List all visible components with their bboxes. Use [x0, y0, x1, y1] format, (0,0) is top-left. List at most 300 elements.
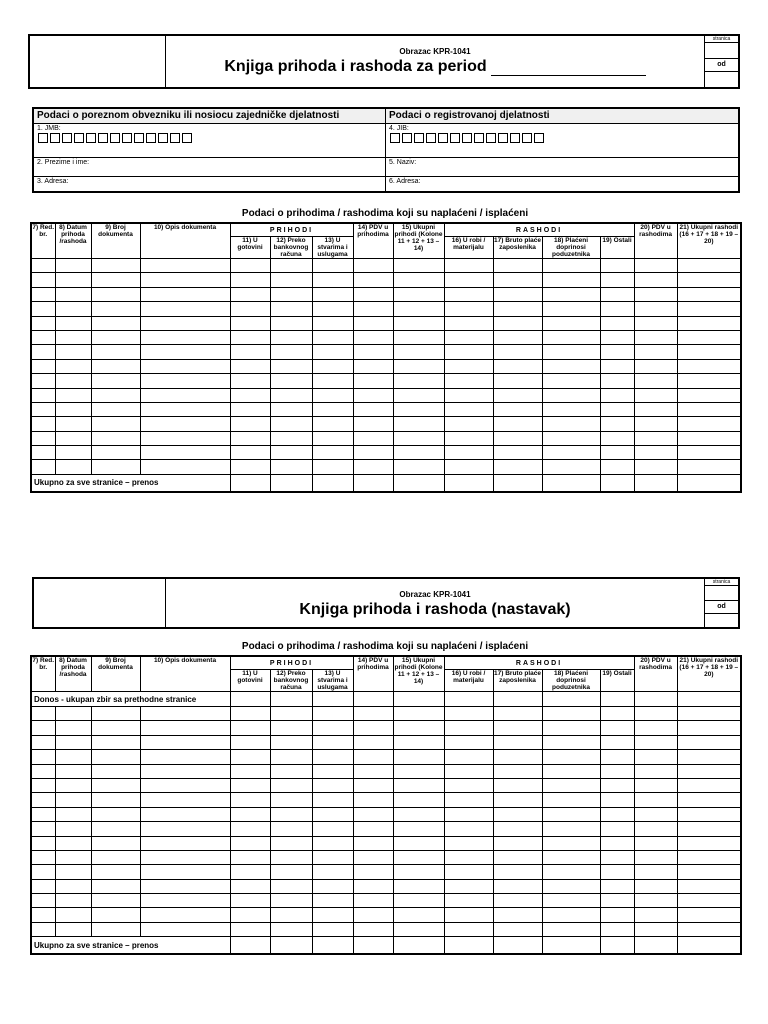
digit-box[interactable]: [390, 133, 400, 143]
total-cell[interactable]: [270, 474, 312, 492]
table-cell[interactable]: [353, 402, 393, 416]
table-cell[interactable]: [230, 707, 270, 721]
table-cell[interactable]: [493, 417, 542, 431]
table-cell[interactable]: [444, 259, 493, 273]
table-cell[interactable]: [31, 446, 55, 460]
table-cell[interactable]: [444, 359, 493, 373]
table-cell[interactable]: [312, 287, 353, 301]
table-cell[interactable]: [312, 807, 353, 821]
table-cell[interactable]: [230, 850, 270, 864]
table-cell[interactable]: [230, 793, 270, 807]
table-cell[interactable]: [393, 865, 444, 879]
table-cell[interactable]: [270, 836, 312, 850]
table-cell[interactable]: [140, 417, 230, 431]
table-cell[interactable]: [91, 735, 140, 749]
table-cell[interactable]: [493, 460, 542, 474]
table-cell[interactable]: [542, 446, 600, 460]
digit-box[interactable]: [450, 133, 460, 143]
table-cell[interactable]: [600, 865, 634, 879]
table-cell[interactable]: [270, 273, 312, 287]
table-cell[interactable]: [270, 793, 312, 807]
table-cell[interactable]: [393, 908, 444, 922]
table-cell[interactable]: [312, 793, 353, 807]
table-cell[interactable]: [542, 735, 600, 749]
table-cell[interactable]: [600, 316, 634, 330]
table-cell[interactable]: [230, 374, 270, 388]
table-cell[interactable]: [91, 807, 140, 821]
table-cell[interactable]: [353, 287, 393, 301]
table-cell[interactable]: [270, 374, 312, 388]
table-cell[interactable]: [312, 446, 353, 460]
table-cell[interactable]: [393, 764, 444, 778]
total-cell[interactable]: [634, 937, 677, 955]
table-cell[interactable]: [493, 735, 542, 749]
table-cell[interactable]: [270, 879, 312, 893]
table-cell[interactable]: [312, 850, 353, 864]
table-cell[interactable]: [600, 879, 634, 893]
table-cell[interactable]: [55, 764, 91, 778]
digit-box[interactable]: [98, 133, 108, 143]
table-cell[interactable]: [31, 707, 55, 721]
digit-box[interactable]: [86, 133, 96, 143]
table-cell[interactable]: [444, 850, 493, 864]
table-cell[interactable]: [493, 822, 542, 836]
table-cell[interactable]: [677, 850, 741, 864]
table-cell[interactable]: [91, 850, 140, 864]
table-cell[interactable]: [600, 836, 634, 850]
table-cell[interactable]: [312, 764, 353, 778]
table-cell[interactable]: [444, 273, 493, 287]
table-cell[interactable]: [600, 330, 634, 344]
table-cell[interactable]: [270, 807, 312, 821]
table-cell[interactable]: [140, 259, 230, 273]
table-cell[interactable]: [444, 330, 493, 344]
total-cell[interactable]: [230, 937, 270, 955]
table-cell[interactable]: [634, 259, 677, 273]
table-cell[interactable]: [230, 750, 270, 764]
table-cell[interactable]: [444, 908, 493, 922]
table-cell[interactable]: [55, 822, 91, 836]
table-cell[interactable]: [270, 750, 312, 764]
table-cell[interactable]: [140, 316, 230, 330]
table-cell[interactable]: [634, 793, 677, 807]
table-cell[interactable]: [444, 721, 493, 735]
table-cell[interactable]: [493, 793, 542, 807]
table-cell[interactable]: [140, 807, 230, 821]
table-cell[interactable]: [393, 778, 444, 792]
digit-box[interactable]: [426, 133, 436, 143]
table-cell[interactable]: [493, 836, 542, 850]
table-cell[interactable]: [91, 822, 140, 836]
table-cell[interactable]: [353, 879, 393, 893]
table-cell[interactable]: [270, 359, 312, 373]
table-cell[interactable]: [91, 750, 140, 764]
table-cell[interactable]: [542, 388, 600, 402]
table-cell[interactable]: [677, 721, 741, 735]
table-cell[interactable]: [230, 879, 270, 893]
table-cell[interactable]: [393, 879, 444, 893]
table-cell[interactable]: [600, 721, 634, 735]
table-cell[interactable]: [31, 764, 55, 778]
table-cell[interactable]: [634, 460, 677, 474]
table-cell[interactable]: [55, 330, 91, 344]
table-cell[interactable]: [140, 388, 230, 402]
table-cell[interactable]: [393, 273, 444, 287]
table-cell[interactable]: [140, 374, 230, 388]
table-cell[interactable]: [634, 345, 677, 359]
table-cell[interactable]: [140, 764, 230, 778]
table-cell[interactable]: [444, 287, 493, 301]
table-cell[interactable]: [677, 316, 741, 330]
table-cell[interactable]: [230, 865, 270, 879]
table-cell[interactable]: [31, 359, 55, 373]
table-cell[interactable]: [31, 345, 55, 359]
table-cell[interactable]: [31, 302, 55, 316]
table-cell[interactable]: [270, 446, 312, 460]
table-cell[interactable]: [600, 446, 634, 460]
total-cell[interactable]: [600, 937, 634, 955]
table-cell[interactable]: [634, 735, 677, 749]
table-cell[interactable]: [600, 302, 634, 316]
table-cell[interactable]: [55, 735, 91, 749]
table-cell[interactable]: [55, 894, 91, 908]
table-cell[interactable]: [31, 793, 55, 807]
table-cell[interactable]: [600, 778, 634, 792]
table-cell[interactable]: [542, 460, 600, 474]
table-cell[interactable]: [600, 793, 634, 807]
table-cell[interactable]: [677, 431, 741, 445]
total-cell[interactable]: [312, 474, 353, 492]
table-cell[interactable]: [55, 316, 91, 330]
table-cell[interactable]: [542, 345, 600, 359]
table-cell[interactable]: [493, 764, 542, 778]
table-cell[interactable]: [140, 460, 230, 474]
table-cell[interactable]: [312, 330, 353, 344]
digit-box[interactable]: [474, 133, 484, 143]
table-cell[interactable]: [353, 330, 393, 344]
table-cell[interactable]: [353, 417, 393, 431]
table-cell[interactable]: [444, 345, 493, 359]
digit-box[interactable]: [522, 133, 532, 143]
table-cell[interactable]: [312, 359, 353, 373]
table-cell[interactable]: [91, 836, 140, 850]
table-cell[interactable]: [634, 707, 677, 721]
table-cell[interactable]: [493, 865, 542, 879]
digit-box[interactable]: [74, 133, 84, 143]
table-cell[interactable]: [542, 302, 600, 316]
table-cell[interactable]: [230, 431, 270, 445]
table-cell[interactable]: [31, 735, 55, 749]
table-cell[interactable]: [31, 417, 55, 431]
table-cell[interactable]: [393, 446, 444, 460]
table-cell[interactable]: [353, 894, 393, 908]
table-cell[interactable]: [31, 431, 55, 445]
table-cell[interactable]: [230, 446, 270, 460]
table-cell[interactable]: [91, 865, 140, 879]
table-cell[interactable]: [31, 822, 55, 836]
table-cell[interactable]: [91, 908, 140, 922]
digit-box[interactable]: [402, 133, 412, 143]
table-cell[interactable]: [230, 273, 270, 287]
table-cell[interactable]: [140, 359, 230, 373]
table-cell[interactable]: [312, 374, 353, 388]
table-cell[interactable]: [393, 287, 444, 301]
table-cell[interactable]: [353, 446, 393, 460]
table-cell[interactable]: [444, 431, 493, 445]
address-field[interactable]: [34, 177, 386, 191]
table-cell[interactable]: [600, 850, 634, 864]
digit-box[interactable]: [534, 133, 544, 143]
carry-forward-cell[interactable]: [444, 692, 493, 707]
table-cell[interactable]: [600, 460, 634, 474]
table-cell[interactable]: [677, 287, 741, 301]
total-cell[interactable]: [444, 474, 493, 492]
table-cell[interactable]: [91, 879, 140, 893]
table-cell[interactable]: [312, 417, 353, 431]
table-cell[interactable]: [55, 836, 91, 850]
table-cell[interactable]: [493, 894, 542, 908]
table-cell[interactable]: [393, 894, 444, 908]
table-cell[interactable]: [493, 446, 542, 460]
digit-box[interactable]: [38, 133, 48, 143]
table-cell[interactable]: [270, 417, 312, 431]
table-cell[interactable]: [230, 721, 270, 735]
table-cell[interactable]: [270, 259, 312, 273]
table-cell[interactable]: [634, 850, 677, 864]
carry-forward-cell[interactable]: [542, 692, 600, 707]
table-cell[interactable]: [31, 388, 55, 402]
table-cell[interactable]: [55, 750, 91, 764]
table-cell[interactable]: [634, 836, 677, 850]
total-cell[interactable]: [542, 474, 600, 492]
table-cell[interactable]: [677, 302, 741, 316]
table-cell[interactable]: [140, 894, 230, 908]
table-cell[interactable]: [230, 259, 270, 273]
table-cell[interactable]: [312, 431, 353, 445]
table-cell[interactable]: [677, 822, 741, 836]
table-cell[interactable]: [634, 894, 677, 908]
table-cell[interactable]: [55, 345, 91, 359]
table-cell[interactable]: [312, 721, 353, 735]
table-cell[interactable]: [31, 460, 55, 474]
table-cell[interactable]: [493, 778, 542, 792]
table-cell[interactable]: [677, 374, 741, 388]
table-cell[interactable]: [31, 879, 55, 893]
table-cell[interactable]: [393, 302, 444, 316]
table-cell[interactable]: [140, 721, 230, 735]
table-cell[interactable]: [230, 894, 270, 908]
page2-page-number-field[interactable]: [705, 586, 738, 600]
table-cell[interactable]: [312, 750, 353, 764]
table-cell[interactable]: [55, 302, 91, 316]
digit-box[interactable]: [122, 133, 132, 143]
total-cell[interactable]: [677, 937, 741, 955]
table-cell[interactable]: [353, 850, 393, 864]
table-cell[interactable]: [677, 402, 741, 416]
table-cell[interactable]: [353, 316, 393, 330]
total-cell[interactable]: [634, 474, 677, 492]
total-cell[interactable]: [393, 474, 444, 492]
table-cell[interactable]: [353, 707, 393, 721]
table-cell[interactable]: [91, 388, 140, 402]
table-cell[interactable]: [493, 908, 542, 922]
table-cell[interactable]: [55, 721, 91, 735]
table-cell[interactable]: [353, 735, 393, 749]
table-cell[interactable]: [677, 807, 741, 821]
table-cell[interactable]: [140, 879, 230, 893]
digit-box[interactable]: [50, 133, 60, 143]
table-cell[interactable]: [444, 302, 493, 316]
table-cell[interactable]: [393, 330, 444, 344]
table-cell[interactable]: [393, 359, 444, 373]
table-cell[interactable]: [493, 316, 542, 330]
table-cell[interactable]: [55, 460, 91, 474]
table-cell[interactable]: [393, 431, 444, 445]
name-field[interactable]: [34, 158, 386, 176]
page2-total-pages-field[interactable]: [705, 612, 738, 627]
table-cell[interactable]: [600, 345, 634, 359]
table-cell[interactable]: [542, 273, 600, 287]
table-cell[interactable]: [353, 807, 393, 821]
table-cell[interactable]: [31, 778, 55, 792]
table-cell[interactable]: [91, 330, 140, 344]
total-cell[interactable]: [493, 474, 542, 492]
business-address-field[interactable]: [386, 177, 738, 191]
table-cell[interactable]: [353, 750, 393, 764]
table-cell[interactable]: [542, 793, 600, 807]
total-cell[interactable]: [600, 474, 634, 492]
period-input-line[interactable]: [491, 61, 646, 76]
table-cell[interactable]: [91, 707, 140, 721]
table-cell[interactable]: [600, 259, 634, 273]
table-cell[interactable]: [140, 402, 230, 416]
table-cell[interactable]: [55, 417, 91, 431]
table-cell[interactable]: [230, 735, 270, 749]
table-cell[interactable]: [600, 908, 634, 922]
table-cell[interactable]: [677, 879, 741, 893]
total-cell[interactable]: [353, 937, 393, 955]
table-cell[interactable]: [270, 865, 312, 879]
table-cell[interactable]: [353, 764, 393, 778]
table-cell[interactable]: [91, 402, 140, 416]
table-cell[interactable]: [55, 707, 91, 721]
table-cell[interactable]: [444, 764, 493, 778]
table-cell[interactable]: [634, 302, 677, 316]
table-cell[interactable]: [230, 345, 270, 359]
table-cell[interactable]: [230, 316, 270, 330]
table-cell[interactable]: [312, 345, 353, 359]
table-cell[interactable]: [634, 316, 677, 330]
table-cell[interactable]: [393, 793, 444, 807]
table-cell[interactable]: [312, 922, 353, 936]
table-cell[interactable]: [312, 273, 353, 287]
jib-digit-boxes[interactable]: [386, 133, 738, 143]
table-cell[interactable]: [353, 359, 393, 373]
table-cell[interactable]: [634, 273, 677, 287]
table-cell[interactable]: [444, 865, 493, 879]
table-cell[interactable]: [230, 402, 270, 416]
total-cell[interactable]: [493, 937, 542, 955]
table-cell[interactable]: [55, 388, 91, 402]
table-cell[interactable]: [91, 316, 140, 330]
table-cell[interactable]: [270, 345, 312, 359]
table-cell[interactable]: [542, 778, 600, 792]
table-cell[interactable]: [353, 388, 393, 402]
table-cell[interactable]: [312, 388, 353, 402]
table-cell[interactable]: [55, 359, 91, 373]
table-cell[interactable]: [91, 345, 140, 359]
table-cell[interactable]: [312, 402, 353, 416]
table-cell[interactable]: [634, 402, 677, 416]
table-cell[interactable]: [634, 750, 677, 764]
jmb-field[interactable]: [34, 124, 386, 157]
table-cell[interactable]: [393, 836, 444, 850]
table-cell[interactable]: [493, 259, 542, 273]
table-cell[interactable]: [31, 908, 55, 922]
table-cell[interactable]: [493, 388, 542, 402]
table-cell[interactable]: [270, 330, 312, 344]
table-cell[interactable]: [600, 388, 634, 402]
table-cell[interactable]: [353, 374, 393, 388]
table-cell[interactable]: [393, 316, 444, 330]
table-cell[interactable]: [270, 302, 312, 316]
digit-box[interactable]: [462, 133, 472, 143]
total-cell[interactable]: [677, 474, 741, 492]
table-cell[interactable]: [393, 388, 444, 402]
table-cell[interactable]: [600, 417, 634, 431]
table-cell[interactable]: [493, 359, 542, 373]
table-cell[interactable]: [91, 417, 140, 431]
table-cell[interactable]: [91, 460, 140, 474]
table-cell[interactable]: [91, 778, 140, 792]
table-cell[interactable]: [91, 721, 140, 735]
table-cell[interactable]: [444, 316, 493, 330]
table-cell[interactable]: [677, 330, 741, 344]
table-cell[interactable]: [600, 735, 634, 749]
table-cell[interactable]: [55, 778, 91, 792]
table-cell[interactable]: [55, 922, 91, 936]
table-cell[interactable]: [444, 836, 493, 850]
table-cell[interactable]: [31, 402, 55, 416]
table-cell[interactable]: [634, 764, 677, 778]
table-cell[interactable]: [493, 750, 542, 764]
table-cell[interactable]: [91, 922, 140, 936]
carry-forward-cell[interactable]: [393, 692, 444, 707]
table-cell[interactable]: [270, 388, 312, 402]
table-cell[interactable]: [542, 259, 600, 273]
total-cell[interactable]: [270, 937, 312, 955]
table-cell[interactable]: [140, 836, 230, 850]
table-cell[interactable]: [542, 402, 600, 416]
table-cell[interactable]: [493, 402, 542, 416]
table-cell[interactable]: [55, 259, 91, 273]
table-cell[interactable]: [353, 908, 393, 922]
table-cell[interactable]: [270, 460, 312, 474]
table-cell[interactable]: [493, 273, 542, 287]
table-cell[interactable]: [270, 822, 312, 836]
table-cell[interactable]: [31, 807, 55, 821]
table-cell[interactable]: [91, 431, 140, 445]
table-cell[interactable]: [55, 374, 91, 388]
table-cell[interactable]: [31, 836, 55, 850]
digit-box[interactable]: [498, 133, 508, 143]
table-cell[interactable]: [542, 287, 600, 301]
table-cell[interactable]: [393, 374, 444, 388]
table-cell[interactable]: [444, 922, 493, 936]
table-cell[interactable]: [634, 879, 677, 893]
digit-box[interactable]: [486, 133, 496, 143]
table-cell[interactable]: [353, 259, 393, 273]
